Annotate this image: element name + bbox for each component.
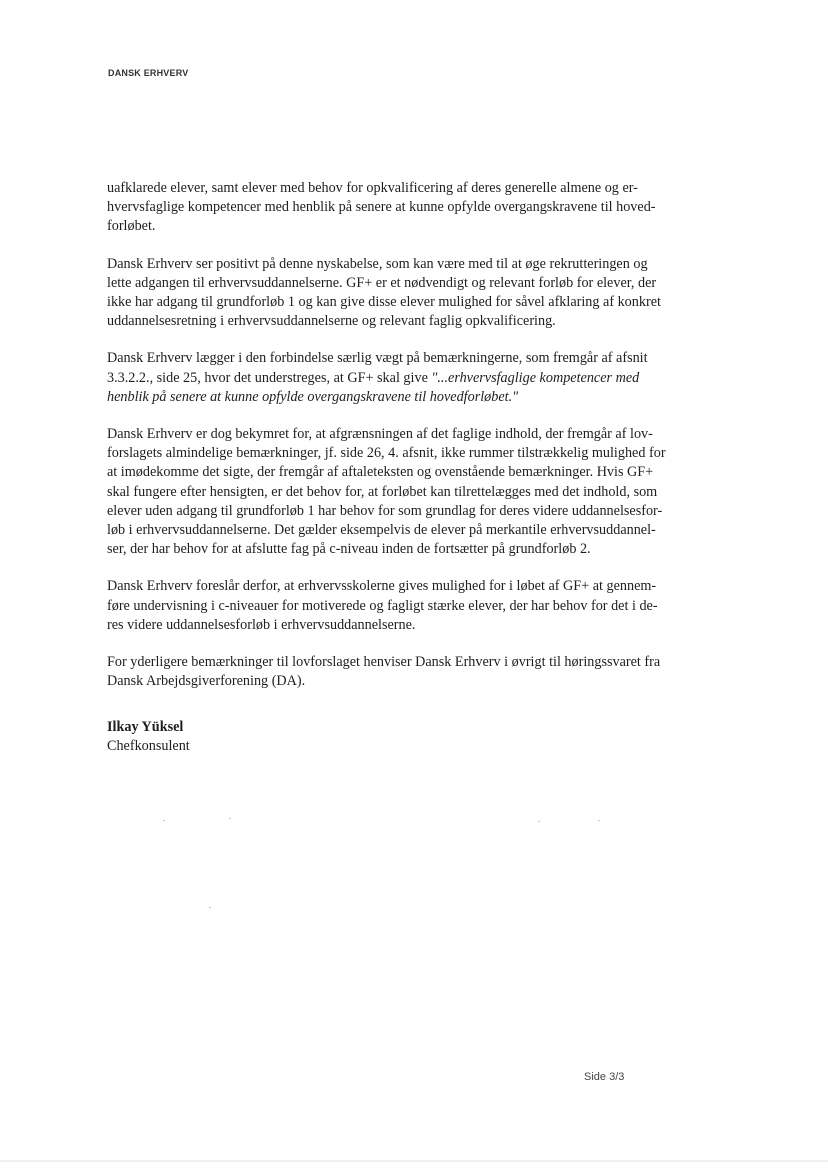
signature-block <box>107 718 190 756</box>
paragraph-concern <box>107 425 707 559</box>
text-line: Dansk Erhverv lægger i den forbindelse særlig vægt på bemærkningerne, som fremgår af afsnit <box>107 350 648 367</box>
paragraph-emphasis <box>107 349 707 407</box>
text-line: uafklarede elever, samt elever med behov for opkvalificering af deres generelle almene og er- <box>107 180 638 196</box>
signatory-title: Chefkonsulent <box>107 738 190 755</box>
letterhead-org-name: DANSK ERHVERV <box>108 68 189 78</box>
paragraph-proposal <box>107 577 707 635</box>
text-line: forløbet. <box>107 218 156 235</box>
text-line: For yderligere bemærkninger til lovforslaget henviser Dansk Erhverv i øvrigt til høringssvaret fra <box>107 654 661 671</box>
scan-speck <box>229 818 231 819</box>
text-line: løb i erhvervsuddannelserne. Det gælder eksempelvis de elever på merkantile erhvervsuddannel- <box>107 522 656 539</box>
text-line: forslagets almindelige bemærkninger, jf. side 26, 4. afsnit, ikke rummer tilstrækkelig mulighed for <box>107 445 666 462</box>
text-line: ikke har adgang til grundforløb 1 og kan give disse elever mulighed for såvel afklaring af konkret <box>107 294 661 311</box>
letter-body <box>107 179 707 709</box>
text-segment: 3.3.2.2., side 25, hvor det understreges, at GF+ skal give <box>107 369 432 386</box>
text-line: uddannelsesretning i erhvervsuddannelserne og relevant faglig opkvalificering. <box>107 313 556 330</box>
text-line: Dansk Erhverv foreslår derfor, at erhvervsskolerne gives mulighed for i løbet af GF+ at gennem- <box>107 578 657 595</box>
signatory-name: Ilkay Yüksel <box>107 719 184 735</box>
scan-speck <box>598 820 600 821</box>
text-line: elever uden adgang til grundforløb 1 har behov for som grundlag for deres videre uddannelsesfor- <box>107 502 663 519</box>
text-line: Dansk Erhverv ser positivt på denne nyskabelse, som kan være med til at øge rekrutteringen og <box>107 255 648 272</box>
text-line <box>107 369 707 388</box>
paragraph-intro-continuation <box>107 179 707 237</box>
scan-speck <box>538 821 540 822</box>
quoted-text: "...erhvervsfaglige kompetencer med <box>431 369 640 386</box>
text-line: lette adgangen til erhvervsuddannelserne. GF+ er et nødvendigt og relevant forløb for elever, der <box>107 274 657 291</box>
scan-speck <box>209 907 211 908</box>
scan-speck <box>163 820 165 821</box>
text-line: Dansk Erhverv er dog bekymret for, at afgrænsningen af det faglige indhold, der fremgår af lov- <box>107 426 653 443</box>
paragraph-reference <box>107 653 707 691</box>
text-line: føre undervisning i c-niveauer for motiverede og fagligt stærke elever, der har behov for det i de- <box>107 597 658 614</box>
text-line: skal fungere efter hensigten, er det behov for, at forløbet kan tilrettelægges med det indhold, som <box>107 483 658 500</box>
text-line: Dansk Arbejdsgiverforening (DA). <box>107 673 306 690</box>
text-line: at imødekomme det sigte, der fremgår af aftaleteksten og ovenstående bemærkninger. Hvis GF+ <box>107 464 654 481</box>
page-bottom-edge <box>0 1160 828 1162</box>
text-line: hvervsfaglige kompetencer med henblik på senere at kunne opfylde overgangskravene til hoved- <box>107 199 656 216</box>
text-line: ser, der har behov for at afslutte fag på c-niveau inden de fortsætter på grundforløb 2. <box>107 541 591 558</box>
paragraph-positive-view <box>107 255 707 332</box>
text-line: res videre uddannelsesforløb i erhvervsuddannelserne. <box>107 616 416 633</box>
page-number: Side 3/3 <box>584 1071 625 1083</box>
quoted-text: henblik på senere at kunne opfylde overgangskravene til hovedforløbet." <box>107 388 519 405</box>
